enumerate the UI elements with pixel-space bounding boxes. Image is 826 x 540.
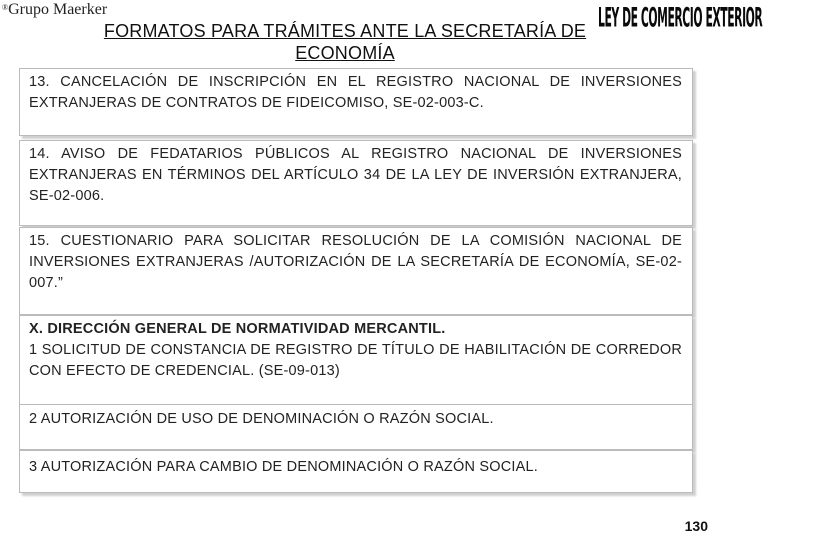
list-item — [19, 227, 693, 315]
list-item — [19, 404, 693, 450]
ley-comercio-exterior-logo — [598, 2, 763, 34]
item-text: 13. CANCELACIÓN DE INSCRIPCIÓN EN EL REGISTRO NACIONAL DE INVERSIONES EXTRANJERAS DE CONTRATOS DE FIDEICOMISO, SE-02-003-C. — [29, 74, 682, 111]
item-text: 14. AVISO DE FEDATARIOS PÚBLICOS AL REGISTRO NACIONAL DE INVERSIONES EXTRANJERAS EN TÉRMINOS DEL ARTÍCULO 34 DE LA LEY DE INVERSIÓN EXTRANJERA, SE-02-006. — [29, 146, 682, 204]
list-item — [19, 315, 693, 405]
list-item — [19, 140, 693, 226]
page-title-line2: ECONOMÍA — [295, 43, 395, 63]
page-title — [40, 20, 650, 64]
page-title-line1: FORMATOS PARA TRÁMITES ANTE LA SECRETARÍA DE — [103, 21, 587, 41]
item-text: 2 AUTORIZACIÓN DE USO DE DENOMINACIÓN O RAZÓN SOCIAL. — [29, 411, 494, 427]
page-number: 130 — [684, 518, 708, 534]
list-item — [19, 450, 693, 493]
item-text: 15. CUESTIONARIO PARA SOLICITAR RESOLUCIÓN DE LA COMISIÓN NACIONAL DE INVERSIONES EXTRANJERAS /AUTORIZACIÓN DE LA SECRETARÍA DE ECONOMÍA, SE-02-007.” — [29, 233, 682, 291]
brand-label: Grupo Maerker — [8, 1, 108, 18]
logo-text: LEY DE COMERCIO EXTERIOR — [598, 2, 763, 34]
brand-name — [2, 1, 107, 19]
item-text: 3 AUTORIZACIÓN PARA CAMBIO DE DENOMINACIÓN O RAZÓN SOCIAL. — [29, 459, 538, 475]
list-item — [19, 68, 693, 136]
section-heading: X. DIRECCIÓN GENERAL DE NORMATIVIDAD MERCANTIL. — [29, 321, 446, 337]
registered-mark: ® — [2, 3, 9, 12]
item-text: 1 SOLICITUD DE CONSTANCIA DE REGISTRO DE TÍTULO DE HABILITACIÓN DE CORREDOR CON EFECTO DE CREDENCIAL. (SE-09-013) — [29, 342, 682, 379]
